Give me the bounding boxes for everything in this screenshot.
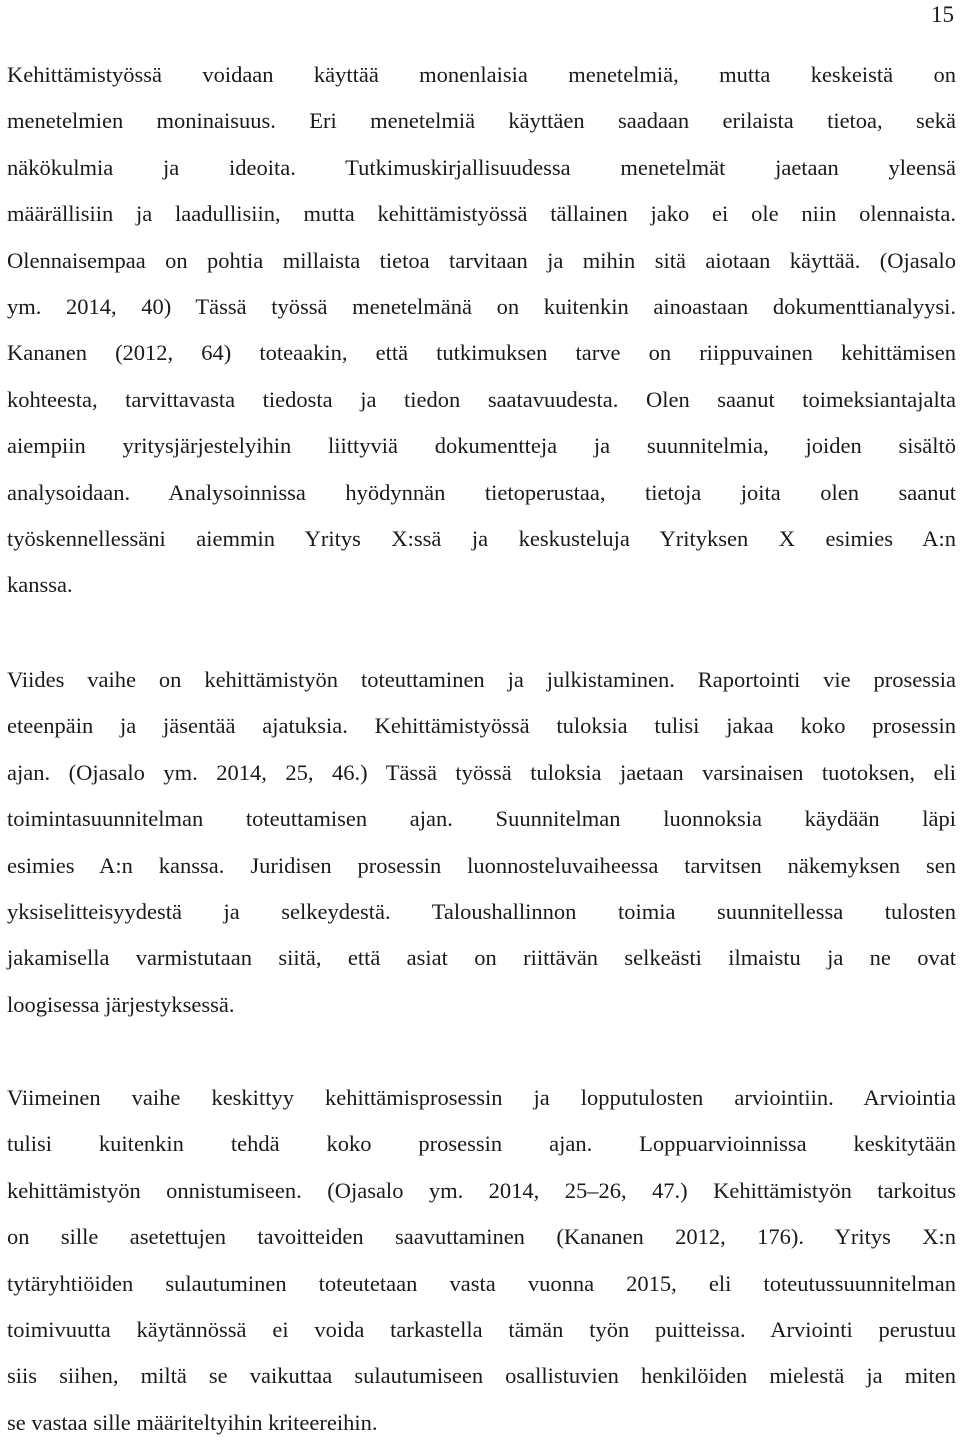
text-line: Viides vaihe on kehittämistyön toteuttaminen ja julkistaminen. Raportointi vie prosessia: [7, 667, 956, 692]
text-line: Kananen (2012, 64) toteaakin, että tutkimuksen tarve on riippuvainen kehittämisen: [7, 340, 956, 366]
text-line: eteenpäin ja jäsentää ajatuksia. Kehittämistyössä tuloksia tulisi jakaa koko prosessin: [7, 713, 956, 739]
text-line: tytäryhtiöiden sulautuminen toteutetaan vasta vuonna 2015, eli toteutussuunnitelman: [7, 1270, 956, 1296]
text-line: Kehittämistyössä voidaan käyttää monenlaisia menetelmiä, mutta keskeistä on: [7, 62, 956, 87]
text-line: kohteesta, tarvittavasta tiedosta ja tiedon saatavuudesta. Olen saanut toimeksiantajalta: [7, 386, 956, 412]
paragraph-evaluation: [7, 1075, 956, 1446]
text-line: yksiselitteisyydestä ja selkeydestä. Taloushallinnon toimia suunnitellessa tulosten: [7, 898, 956, 924]
text-line: toimivuutta käytännössä ei voida tarkastella tämän työn puitteissa. Arviointi perustuu: [7, 1316, 956, 1342]
text-line: näkökulmia ja ideoita. Tutkimuskirjallisuudessa menetelmät jaetaan yleensä: [7, 154, 956, 180]
text-line: esimies A:n kanssa. Juridisen prosessin luonnosteluvaiheessa tarvitsen näkemyksen sen: [7, 852, 956, 878]
text-line: kanssa.: [7, 572, 73, 598]
text-line: se vastaa sille määriteltyihin kriteereihin.: [7, 1409, 378, 1435]
text-line: määrällisiin ja laadullisiin, mutta kehittämistyössä tällainen jako ei ole niin olennaista.: [7, 201, 956, 227]
text-line: toimintasuunnitelman toteuttamisen ajan. Suunnitelman luonnoksia käydään läpi: [7, 806, 956, 832]
text-line: ym. 2014, 40) Tässä työssä menetelmänä on kuitenkin ainoastaan dokumenttianalyysi.: [7, 293, 956, 319]
text-line: Viimeinen vaihe keskittyy kehittämisprosessin ja lopputulosten arviointiin. Arviointia: [7, 1085, 956, 1110]
text-line: Olennaisempaa on pohtia millaista tietoa tarvitaan ja mihin sitä aiotaan käyttää. (Ojasalo: [7, 247, 956, 273]
text-line: loogisessa järjestyksessä.: [7, 991, 235, 1017]
text-line: tulisi kuitenkin tehdä koko prosessin ajan. Loppuarvioinnissa keskitytään: [7, 1131, 956, 1157]
text-line: työskennellessäni aiemmin Yritys X:ssä ja keskusteluja Yrityksen X esimies A:n: [7, 525, 956, 551]
text-line: siis siihen, miltä se vaikuttaa sulautumiseen osallistuvien henkilöiden mielestä ja miten: [7, 1363, 956, 1389]
paragraph-methods: [7, 52, 956, 609]
paragraph-implementation: [7, 657, 956, 1028]
text-line: jakamisella varmistutaan siitä, että asiat on riittävän selkeästi ilmaistu ja ne ovat: [7, 945, 956, 971]
text-line: ajan. (Ojasalo ym. 2014, 25, 46.) Tässä työssä tuloksia jaetaan varsinaisen tuotoksen, eli: [7, 759, 956, 785]
text-line: menetelmien moninaisuus. Eri menetelmiä käyttäen saadaan erilaista tietoa, sekä: [7, 108, 956, 134]
text-line: analysoidaan. Analysoinnissa hyödynnän tietoperustaa, tietoja joita olen saanut: [7, 479, 956, 505]
text-line: kehittämistyön onnistumiseen. (Ojasalo ym. 2014, 25–26, 47.) Kehittämistyön tarkoitus: [7, 1177, 956, 1203]
text-line: aiempiin yritysjärjestelyihin liittyviä dokumentteja ja suunnitelmia, joiden sisältö: [7, 433, 956, 459]
text-line: on sille asetettujen tavoitteiden saavuttaminen (Kananen 2012, 176). Yritys X:n: [7, 1224, 956, 1250]
page-number: 15: [931, 2, 954, 27]
